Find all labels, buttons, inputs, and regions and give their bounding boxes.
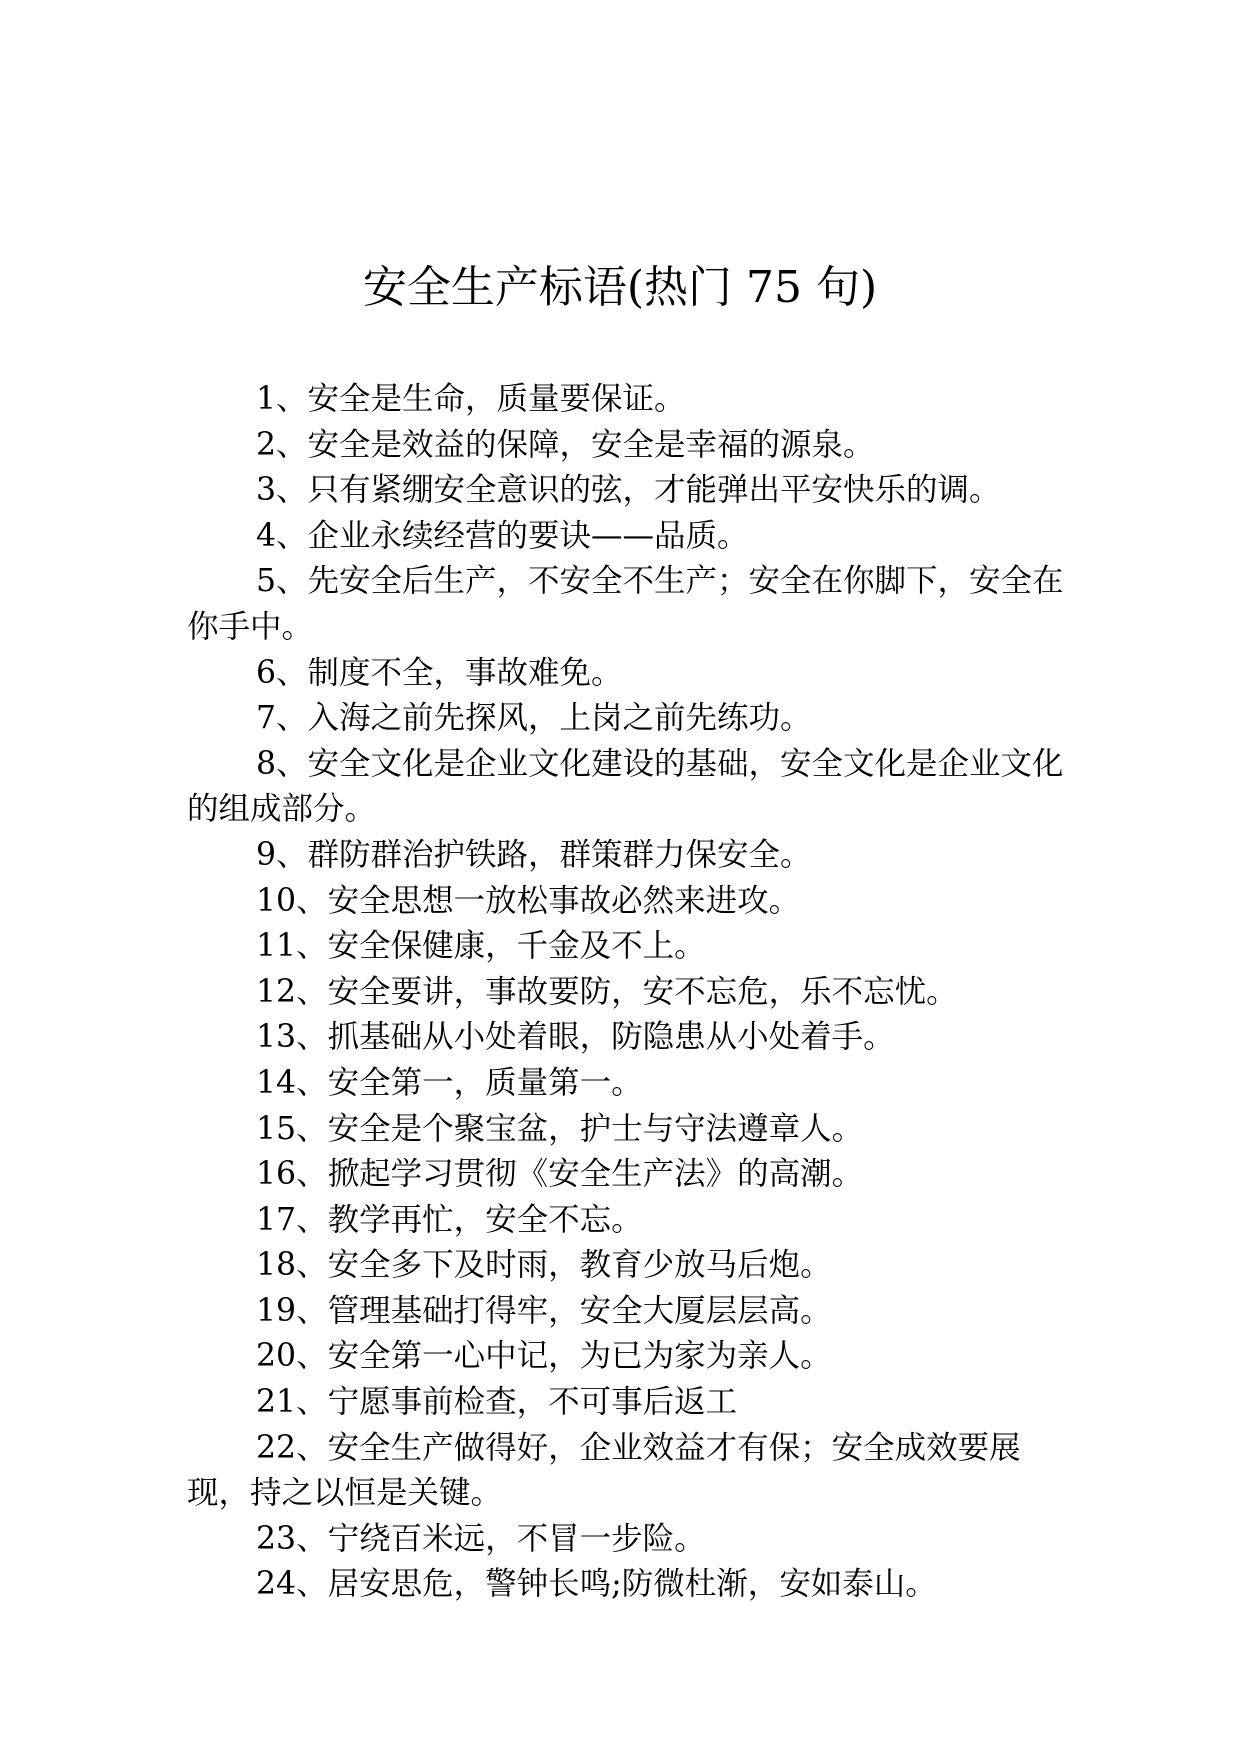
list-item: 16、掀起学习贯彻《安全生产法》的高潮。 bbox=[256, 1156, 864, 1193]
list-item: 19、管理基础打得牢，安全大厦层层高。 bbox=[256, 1292, 832, 1329]
list-item: 4、企业永续经营的要诀——品质。 bbox=[256, 517, 749, 554]
list-item: 14、安全第一，质量第一。 bbox=[256, 1064, 643, 1101]
document-title: 安全生产标语(热门 75 句) bbox=[362, 262, 878, 313]
list-item: 12、安全要讲，事故要防，安不忘危，乐不忘忧。 bbox=[256, 973, 958, 1010]
list-item: 24、居安思危，警钟长鸣;防微杜渐，安如泰山。 bbox=[256, 1566, 937, 1603]
list-item: 23、宁绕百米远，不冒一步险。 bbox=[256, 1520, 706, 1557]
list-item: 5、先安全后生产，不安全不生产；安全在你脚下，安全在你手中。 bbox=[187, 563, 1064, 645]
list-item: 6、制度不全，事故难免。 bbox=[256, 654, 623, 691]
list-item: 13、抓基础从小处着眼，防隐患从小处着手。 bbox=[256, 1019, 895, 1056]
list-item: 7、入海之前先探风，上岗之前先练功。 bbox=[256, 700, 812, 737]
list-item: 11、安全保健康，千金及不上。 bbox=[256, 928, 706, 965]
list-item: 15、安全是个聚宝盆，护士与守法遵章人。 bbox=[256, 1110, 864, 1147]
list-item: 22、安全生产做得好，企业效益才有保；安全成效要展现，持之以恒是关键。 bbox=[187, 1429, 1021, 1512]
list-item: 10、安全思想一放松事故必然来进攻。 bbox=[256, 882, 801, 919]
list-item: 1、安全是生命，质量要保证。 bbox=[256, 381, 686, 417]
list-item: 21、宁愿事前检查，不可事后返工 bbox=[256, 1384, 738, 1421]
list-item: 9、群防群治护铁路，群策群力保安全。 bbox=[256, 836, 812, 873]
list-item: 17、教学再忙，安全不忘。 bbox=[256, 1201, 643, 1238]
list-item: 2、安全是效益的保障，安全是幸福的源泉。 bbox=[256, 426, 875, 463]
list-item: 8、安全文化是企业文化建设的基础，安全文化是企业文化的组成部分。 bbox=[187, 745, 1064, 828]
slogan-list bbox=[187, 377, 1065, 1608]
list-item: 20、安全第一心中记，为已为家为亲人。 bbox=[256, 1338, 832, 1375]
list-item: 18、安全多下及时雨，教育少放马后炮。 bbox=[256, 1247, 832, 1284]
list-item: 3、只有紧绷安全意识的弦，才能弹出平安快乐的调。 bbox=[256, 472, 1001, 509]
